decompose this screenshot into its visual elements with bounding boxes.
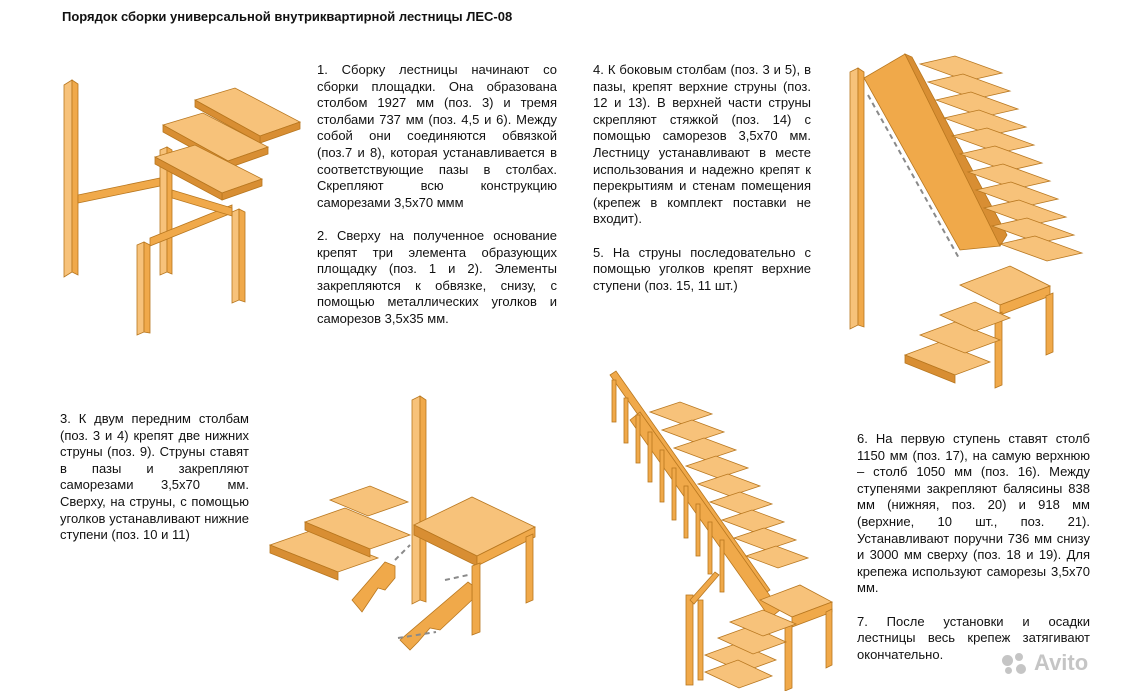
page-title: Порядок сборки универсальной внутриквартирной лестницы ЛЕС-08 [62,9,513,24]
step-1-text: 1. Сборку лестницы начинают со сборки площадки. Она образована столбом 1927 мм (поз. 3) и тремя столбами 737 мм (поз. 4,5 и 6). Между собой они соединяются обвязкой (поз.7 и 8), которая устанавливается в соответствующие пазы в столбах. Скрепляют всю конструкцию саморезами 3,5х70 ммм [317,62,557,210]
step-5-text: 5. На струны последовательно с помощью уголков крепят верхние ступени (поз. 15, 11 шт.) [593,244,811,293]
step-2-text: 2. Сверху на полученное основание крепят три элемента образующих площадку (поз. 1 и 2). Элементы закрепляются к обвязке, снизу, с помощью металлических уголков и саморезов 3,5х35 мм. [317,227,557,326]
illustration-lower-steps [270,396,535,650]
illustration-upper-stringers [850,54,1082,388]
illustration-frame-assembly [64,80,300,335]
step-3-text: 3. К двум передним столбам (поз. 3 и 4) крепят две нижних струны (поз. 9). Струны ставят в пазы и закрепляют саморезами 3,5х70 мм. Сверху, на струны, с помощью уголков устанавливают нижние ступени (поз. 10 и 11) [60,411,249,543]
avito-watermark [1000,650,1088,676]
step-7-text: 7. После установки и осадки лестницы весь крепеж затягивают окончательно. [857,613,1090,662]
step-4-text: 4. К боковым столбам (поз. 3 и 5), в пазы, крепят верхние струны (поз. 12 и 13). В верхней части струны скрепляют стяжкой (поз. 14) с помощью саморезов 3,5х70 мм. Лестницу устанавливают в месте использования и надежно крепят к перекрытиям и стенам помещения (крепеж в комплект поставки не входит). [593,62,811,227]
step-6-text: 6. На первую ступень ставят столб 1150 мм (поз. 17), на самую верхнюю – столб 1050 мм (поз. 16). Между ступенями закрепляют балясины 838 мм (нижняя, поз. 20) и 918 мм (верхние, 10 шт., поз. 21). Устанавливают поручни 736 мм снизу и 3000 мм сверху (поз. 18 и 19). Для крепежа используют саморезы 3,5х70 мм. [857,431,1090,596]
avito-watermark-text: Avito [1034,650,1089,675]
avito-logo-icon [1000,653,1030,675]
illustration-balusters [610,371,832,691]
